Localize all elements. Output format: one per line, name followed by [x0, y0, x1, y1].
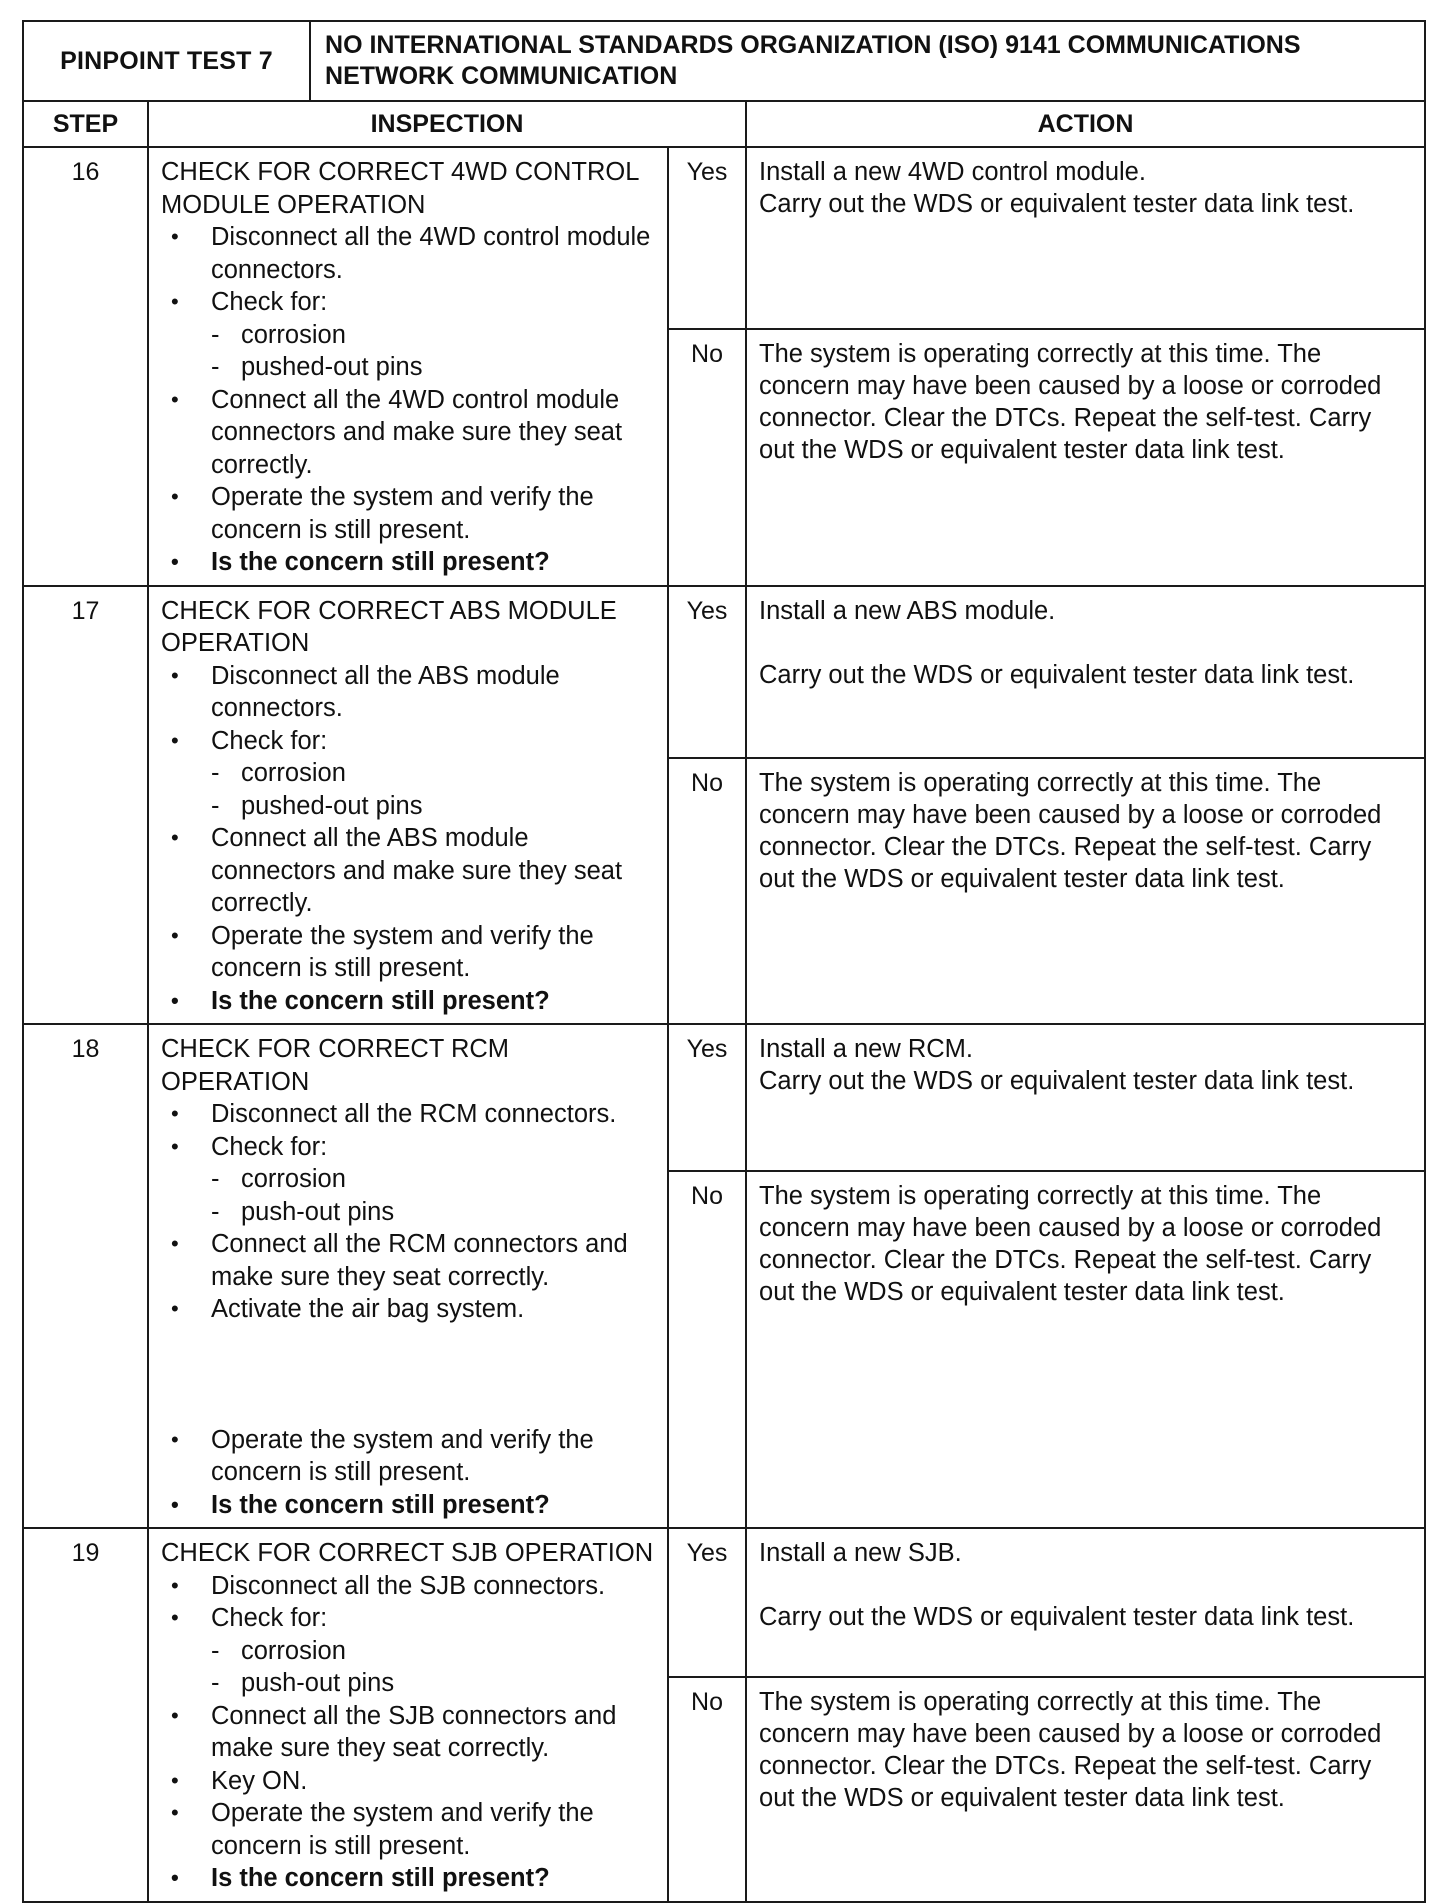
step-title-line-1: CHECK FOR CORRECT ABS MODULE [161, 596, 617, 625]
no-label: No [668, 1677, 746, 1902]
inspection-bullet: • Disconnect all the SJB connectors. [161, 1570, 655, 1603]
step-19-yes-row [23, 1528, 1425, 1677]
column-header-step: STEP [23, 101, 148, 147]
inspection-sub-item: - pushed-out pins [161, 351, 655, 384]
yes-action [746, 586, 1425, 758]
yes-action-line: Install a new RCM. [759, 1035, 974, 1063]
inspection-bullet: • Check for: [161, 1602, 655, 1635]
inspection-bullet: • Connect all the 4WD control module connectors and make sure they seat correctly. [161, 384, 655, 482]
no-action: The system is operating correctly at this time. The concern may have been caused by a loose or corroded connector. Clear the DTCs. Repeat the self-test. Carry out the WDS or equivalent tester data link test. [746, 1677, 1425, 1902]
inspection-bullet: • Connect all the RCM connectors and make sure they seat correctly. [161, 1228, 655, 1293]
no-label: No [668, 1171, 746, 1528]
test-header-row [23, 21, 1425, 101]
column-header-row [23, 101, 1425, 147]
no-action: The system is operating correctly at this time. The concern may have been caused by a loose or corroded connector. Clear the DTCs. Repeat the self-test. Carry out the WDS or equivalent tester data link test. [746, 758, 1425, 1025]
step-title-line-2: OPERATION [161, 629, 310, 657]
column-header-action: ACTION [746, 101, 1425, 147]
inspection-spacer [161, 1326, 655, 1424]
step-number: 19 [23, 1528, 148, 1902]
inspection-bullet: • Operate the system and verify the concern is still present. [161, 920, 655, 985]
inspection-bullet: • Disconnect all the RCM connectors. [161, 1098, 655, 1131]
step-number: 16 [23, 147, 148, 586]
column-header-inspection: INSPECTION [148, 101, 746, 147]
inspection-question: • Is the concern still present? [161, 546, 655, 579]
yes-action [746, 1528, 1425, 1677]
inspection-bullet: • Key ON. [161, 1765, 655, 1798]
step-title-line-2: MODULE OPERATION [161, 190, 426, 219]
step-number: 18 [23, 1024, 148, 1528]
inspection-bullet: • Check for: [161, 1131, 655, 1164]
yes-action-line: Carry out the WDS or equivalent tester data link test. [759, 190, 1355, 218]
yes-label: Yes [668, 586, 746, 758]
inspection-sub-item: - corrosion [161, 319, 655, 352]
test-title [310, 21, 1425, 101]
step-title-line-1: CHECK FOR CORRECT SJB OPERATION [161, 1539, 654, 1567]
test-id: PINPOINT TEST 7 [23, 21, 310, 101]
inspection-bullet: • Operate the system and verify the concern is still present. [161, 1424, 655, 1489]
inspection-sub-item: - corrosion [161, 1163, 655, 1196]
yes-action-line: Install a new SJB. [759, 1539, 962, 1567]
no-label: No [668, 329, 746, 586]
yes-label: Yes [668, 1528, 746, 1677]
pinpoint-test-table [22, 20, 1426, 1903]
inspection-question: • Is the concern still present? [161, 1862, 655, 1895]
step-inspection [148, 147, 668, 586]
step-18-yes-row [23, 1024, 1425, 1171]
inspection-sub-item: - push-out pins [161, 1667, 655, 1700]
inspection-bullet: • Disconnect all the 4WD control module connectors. [161, 221, 655, 286]
step-inspection [148, 1528, 668, 1902]
yes-action-line: Carry out the WDS or equivalent tester data link test. [759, 1603, 1355, 1631]
yes-label: Yes [668, 1024, 746, 1171]
yes-label: Yes [668, 147, 746, 329]
inspection-bullet: • Activate the air bag system. [161, 1293, 655, 1326]
no-label: No [668, 758, 746, 1025]
step-17-yes-row [23, 586, 1425, 758]
step-16-yes-row [23, 147, 1425, 329]
inspection-sub-item: - corrosion [161, 757, 655, 790]
inspection-bullet: • Operate the system and verify the concern is still present. [161, 481, 655, 546]
pinpoint-test-sheet [22, 20, 1424, 1903]
no-action: The system is operating correctly at this time. The concern may have been caused by a loose or corroded connector. Clear the DTCs. Repeat the self-test. Carry out the WDS or equivalent tester data link test. [746, 329, 1425, 586]
inspection-bullet: • Disconnect all the ABS module connectors. [161, 660, 655, 725]
inspection-bullet: • Connect all the SJB connectors and make sure they seat correctly. [161, 1700, 655, 1765]
step-title-line-1: CHECK FOR CORRECT 4WD CONTROL [161, 158, 640, 186]
inspection-bullet: • Operate the system and verify the concern is still present. [161, 1797, 655, 1862]
step-inspection [148, 586, 668, 1025]
inspection-bullet: • Check for: [161, 286, 655, 319]
inspection-list [161, 1098, 655, 1521]
inspection-sub-item: - push-out pins [161, 1196, 655, 1229]
inspection-list [161, 221, 655, 579]
inspection-question: • Is the concern still present? [161, 1489, 655, 1522]
inspection-list [161, 660, 655, 1018]
test-title-line-2: NETWORK COMMUNICATION [325, 62, 678, 90]
yes-action-line: Carry out the WDS or equivalent tester data link test. [759, 1067, 1355, 1095]
inspection-question: • Is the concern still present? [161, 985, 655, 1018]
step-inspection [148, 1024, 668, 1528]
inspection-sub-item: - corrosion [161, 1635, 655, 1668]
test-title-line-1: NO INTERNATIONAL STANDARDS ORGANIZATION (ISO) 9141 COMMUNICATIONS [325, 31, 1301, 59]
inspection-bullet: • Connect all the ABS module connectors and make sure they seat correctly. [161, 822, 655, 920]
yes-action-line: Install a new ABS module. [759, 596, 1056, 625]
inspection-bullet: • Check for: [161, 725, 655, 758]
step-number: 17 [23, 586, 148, 1025]
yes-action [746, 147, 1425, 329]
step-title-line-1: CHECK FOR CORRECT RCM OPERATION [161, 1035, 510, 1096]
inspection-sub-item: - pushed-out pins [161, 790, 655, 823]
yes-action-line: Carry out the WDS or equivalent tester data link test. [759, 660, 1355, 689]
yes-action [746, 1024, 1425, 1171]
no-action: The system is operating correctly at this time. The concern may have been caused by a loose or corroded connector. Clear the DTCs. Repeat the self-test. Carry out the WDS or equivalent tester data link test. [746, 1171, 1425, 1528]
yes-action-line: Install a new 4WD control module. [759, 158, 1146, 186]
